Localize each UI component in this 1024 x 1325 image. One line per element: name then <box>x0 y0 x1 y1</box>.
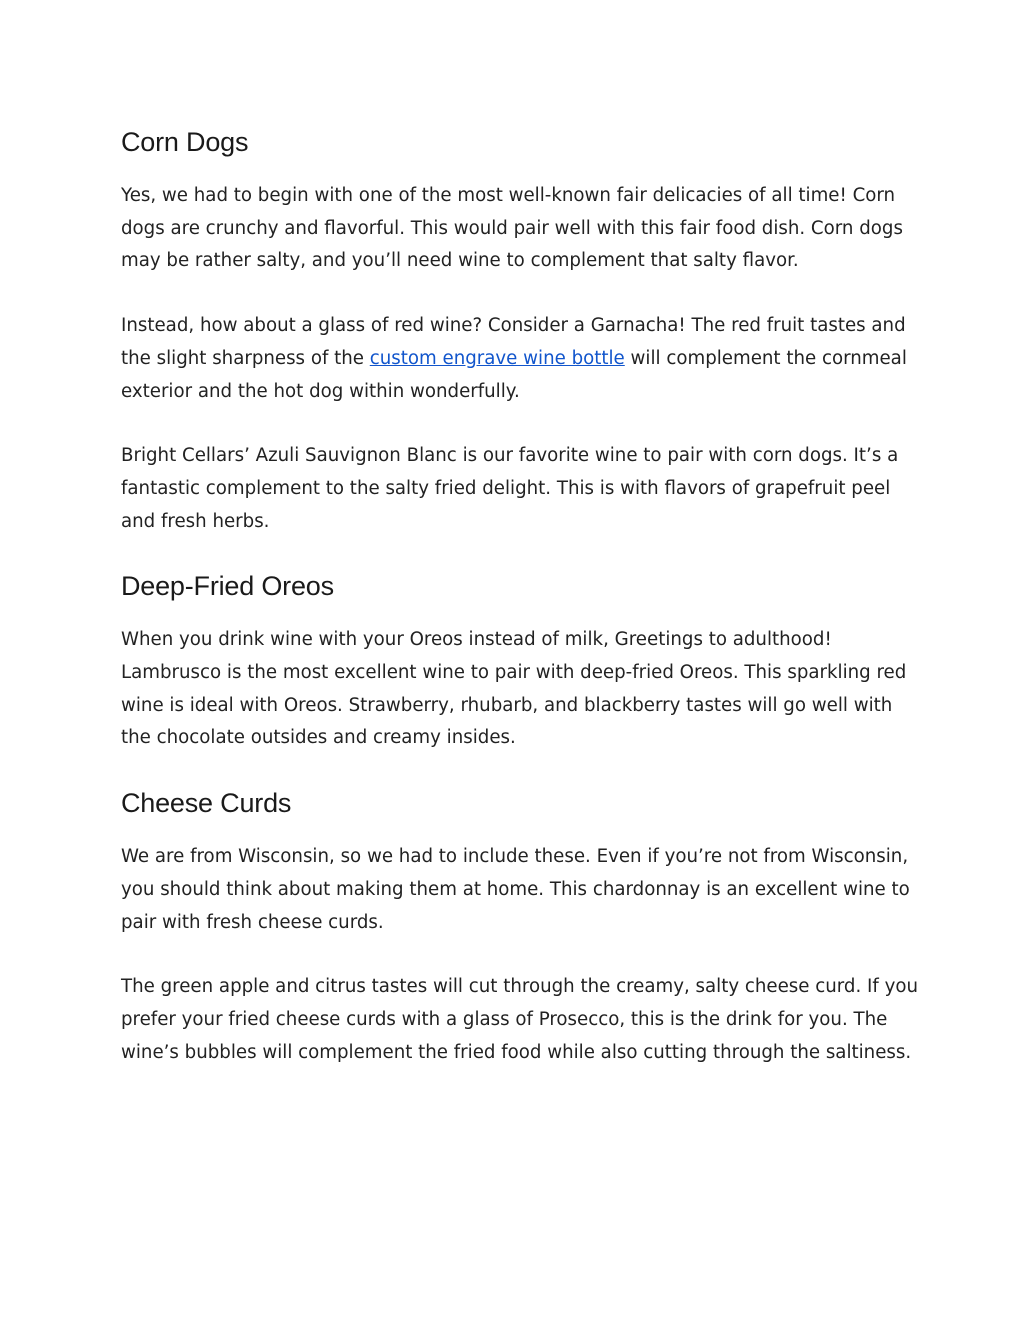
paragraph-with-link <box>121 310 921 408</box>
section-heading: Corn Dogs <box>121 127 249 157</box>
paragraph-text: will complement the cornmeal exterior and the hot dog within wonderfully. <box>121 347 907 402</box>
section-heading: Deep-Fried Oreos <box>121 571 334 602</box>
paragraph: Yes, we had to begin with one of the most well-known fair delicacies of all time! Corn dogs are crunchy and flavorful. This would pair well with this fair food dish. Corn dogs may be rather salty, and you’ll need wine to complement that salty flavor. <box>121 185 903 272</box>
paragraph: We are from Wisconsin, so we had to include these. Even if you’re not from Wisconsin, you should think about making them at home. This chardonnay is an excellent wine to pair with fresh cheese curds. <box>121 846 910 933</box>
paragraph: Bright Cellars’ Azuli Sauvignon Blanc is our favorite wine to pair with corn dogs. It’s a fantastic complement to the salty fried delight. This is with flavors of grapefruit peel and fresh herbs. <box>121 445 899 532</box>
section-corn-dogs <box>121 124 921 538</box>
section-heading: Cheese Curds <box>121 788 292 819</box>
section-deep-fried-oreos <box>121 568 921 755</box>
paragraph-text: Instead, how about a glass of red wine? Consider a Garnacha! The red fruit tastes and the slight sharpness of the <box>121 315 906 369</box>
document-page <box>121 124 921 1101</box>
custom-engrave-wine-bottle-link[interactable]: custom engrave wine bottle <box>369 347 625 369</box>
section-cheese-curds <box>121 785 921 1069</box>
paragraph: When you drink wine with your Oreos instead of milk, Greetings to adulthood! Lambrusco is the most excellent wine to pair with deep-fried Oreos. This sparkling red wine is ideal with Oreos. Strawberry, rhubarb, and blackberry tastes will go well with the chocolate outsides and creamy insides. <box>121 629 907 749</box>
paragraph: The green apple and citrus tastes will cut through the creamy, salty cheese curd. If you prefer your fried cheese curds with a glass of Prosecco, this is the drink for you. The wine’s bubbles will complement the fried food while also cutting through the saltiness. <box>121 976 918 1063</box>
